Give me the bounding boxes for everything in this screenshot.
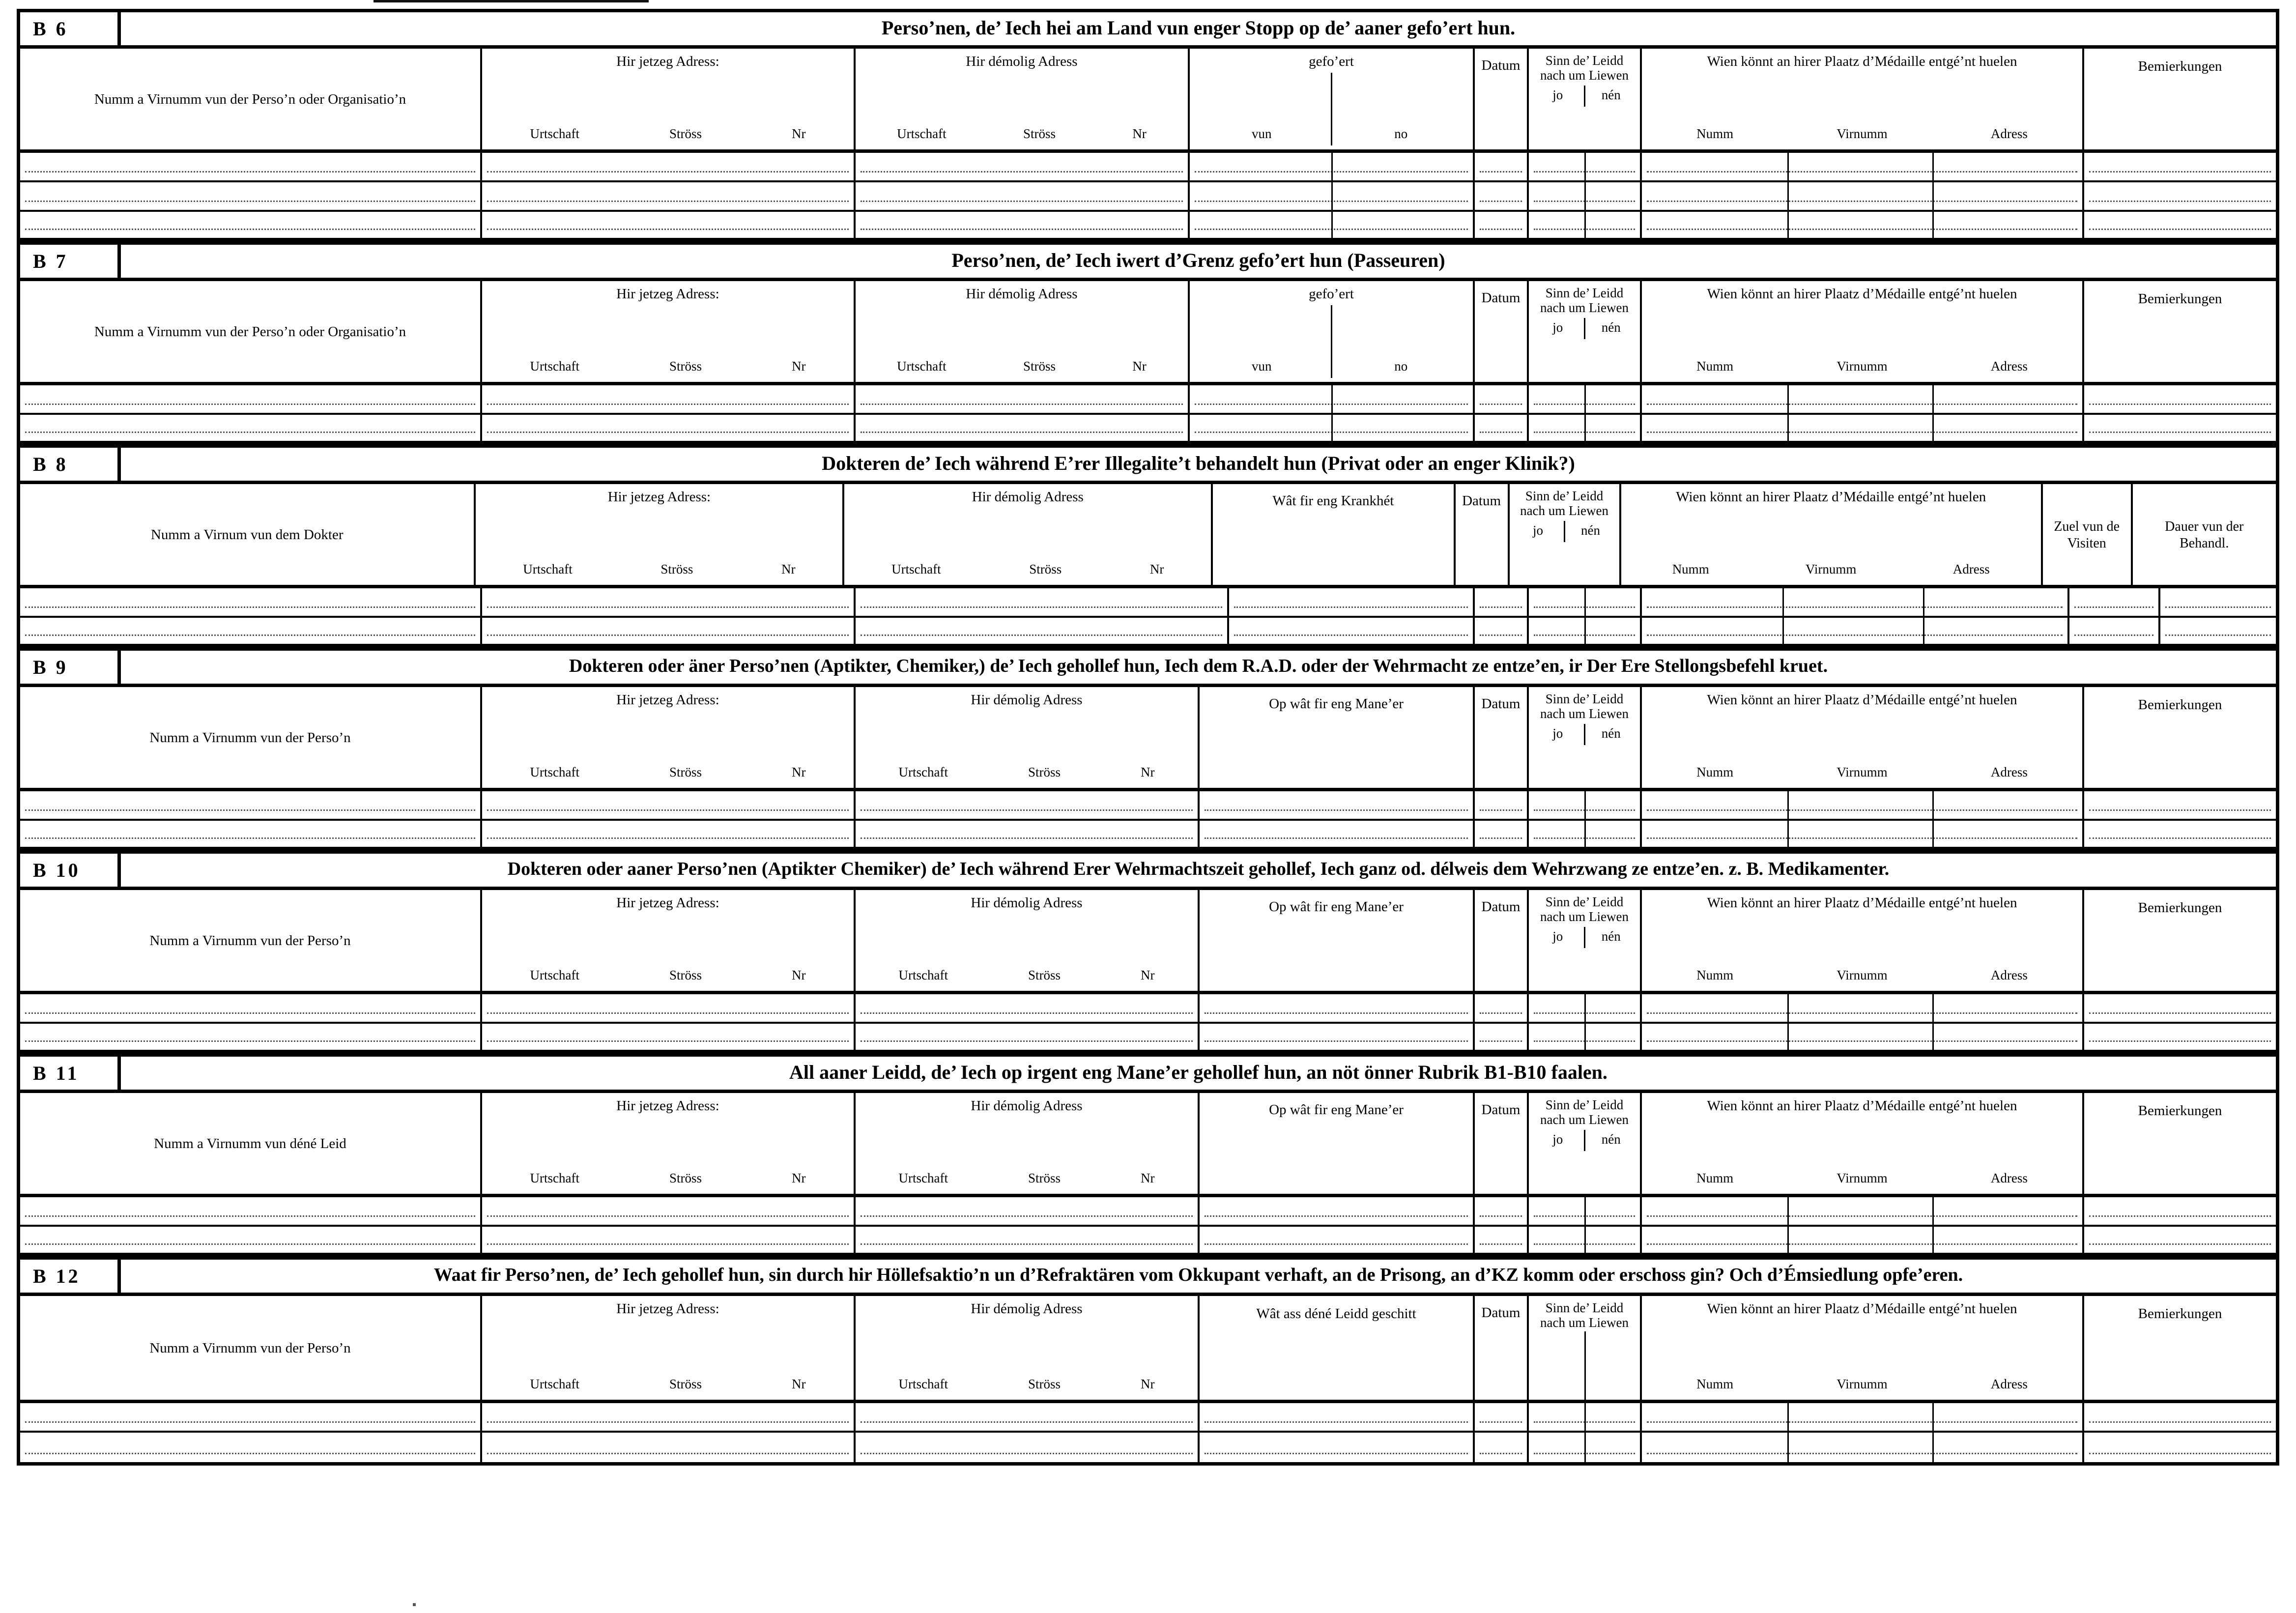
column-header-band xyxy=(20,687,2276,791)
header-name-person-b11: Numm a Virnumm vun déné Leid xyxy=(154,1135,346,1152)
col-current-address xyxy=(482,1296,856,1400)
header-medal-recipient: Wien könnt an hirer Plaatz d’Médaille entgé’nt huelen xyxy=(1707,895,2017,911)
section-heading: All aaner Leidd, de’ Iech op irgent eng Mane’er gehollef hun, an nöt önner Rubrik B1-B10 faalen. xyxy=(789,1061,1607,1083)
header-medal-recipient: Wien könnt an hirer Plaatz d’Médaille entgé’nt huelen xyxy=(1707,286,2017,302)
section-b6 xyxy=(17,9,2279,241)
section-title-row xyxy=(20,245,2276,281)
header-current-address: Hir jetzeg Adress: xyxy=(616,692,719,708)
col-what-happened xyxy=(1200,1296,1475,1400)
header-remarks: Bemierkungen xyxy=(2138,291,2222,307)
table-row[interactable] xyxy=(20,791,2276,821)
table-row[interactable] xyxy=(20,821,2276,850)
col-in-what-way xyxy=(1200,687,1475,788)
header-number: Nr xyxy=(1149,561,1164,576)
header-what-happened: Wât ass déné Leidd geschitt xyxy=(1256,1306,1416,1322)
col-former-address xyxy=(856,49,1190,149)
section-code: B 8 xyxy=(20,448,121,481)
header-adress: Adress xyxy=(1990,126,2028,141)
header-locality: Urtschaft xyxy=(530,1376,579,1391)
table-row[interactable] xyxy=(20,618,2276,647)
header-number: Nr xyxy=(1141,967,1155,982)
header-visits-count: Zuel vun de Visiten xyxy=(2054,518,2120,551)
table-row[interactable] xyxy=(20,212,2276,241)
section-code: B 9 xyxy=(20,651,121,684)
col-remarks xyxy=(2084,49,2276,149)
form-sections xyxy=(17,9,2279,1466)
header-virnumm: Virnumm xyxy=(1806,561,1857,576)
header-numm: Numm xyxy=(1696,1170,1734,1185)
section-code: B 12 xyxy=(20,1260,121,1293)
header-remarks: Bemierkungen xyxy=(2138,1306,2222,1322)
col-medal-recipient xyxy=(1642,281,2084,382)
col-current-address xyxy=(482,49,856,149)
header-number: Nr xyxy=(792,1170,806,1185)
table-row[interactable] xyxy=(20,1024,2276,1053)
col-former-address xyxy=(844,484,1213,585)
column-header-band xyxy=(20,484,2276,588)
header-remarks: Bemierkungen xyxy=(2138,1103,2222,1119)
col-visits-count xyxy=(2043,484,2133,585)
header-medal-recipient: Wien könnt an hirer Plaatz d’Médaille entgé’nt huelen xyxy=(1707,692,2017,708)
header-adress: Adress xyxy=(1990,1376,2028,1391)
header-locality: Urtschaft xyxy=(530,126,579,141)
col-remarks xyxy=(2084,890,2276,991)
header-locality: Urtschaft xyxy=(897,358,947,374)
col-still-alive xyxy=(1529,890,1642,991)
column-divider xyxy=(1584,1331,1586,1400)
col-name-person-org xyxy=(20,281,482,382)
header-adress: Adress xyxy=(1990,1170,2028,1185)
col-former-address xyxy=(856,687,1200,788)
header-date: Datum xyxy=(1481,290,1521,306)
section-heading: Waat fir Perso’nen, de’ Iech gehollef hun, sin durch hir Höllefsaktio’n un d’Refraktären vom Okkupant verhaft, an de Prisong, an d’KZ komm oder erschoss gin? Och d’Émsiedlung opfe’eren. xyxy=(433,1264,1963,1285)
col-remarks xyxy=(2084,1296,2276,1400)
header-no: nén xyxy=(1584,86,1637,107)
header-name-person: Numm a Virnumm vun der Perso’n xyxy=(149,729,351,746)
table-row[interactable] xyxy=(20,588,2276,618)
col-transported xyxy=(1190,281,1475,382)
header-numm: Numm xyxy=(1672,561,1709,576)
section-code: B 10 xyxy=(20,854,121,887)
header-medal-recipient: Wien könnt an hirer Plaatz d’Médaille entgé’nt huelen xyxy=(1676,489,1986,505)
table-row[interactable] xyxy=(20,182,2276,212)
header-street: Ströss xyxy=(660,561,693,576)
section-title-row xyxy=(20,651,2276,687)
header-current-address: Hir jetzeg Adress: xyxy=(616,54,719,69)
col-name-doctor xyxy=(20,484,476,585)
header-street: Ströss xyxy=(1028,764,1061,779)
col-date xyxy=(1475,1093,1529,1194)
col-in-what-way xyxy=(1200,890,1475,991)
header-from: vun xyxy=(1252,358,1272,374)
header-name-person: Numm a Virnumm vun der Perso’n xyxy=(149,932,351,949)
header-number: Nr xyxy=(1141,764,1155,779)
col-illness xyxy=(1213,484,1455,585)
header-street: Ströss xyxy=(1028,967,1061,982)
header-adress: Adress xyxy=(1990,764,2028,779)
header-current-address: Hir jetzeg Adress: xyxy=(616,1301,719,1317)
header-former-address: Hir démolig Adress xyxy=(971,1301,1083,1317)
header-still-alive: Sinn de’ Leidd nach um Liewen xyxy=(1540,691,1629,721)
header-in-what-way: Op wât fir eng Mane’er xyxy=(1269,696,1404,712)
column-header-band xyxy=(20,49,2276,153)
section-b12 xyxy=(17,1256,2279,1466)
col-former-address xyxy=(856,1296,1200,1400)
header-adress: Adress xyxy=(1990,358,2028,374)
header-locality: Urtschaft xyxy=(897,126,947,141)
scan-artifact-line xyxy=(373,0,649,2)
header-yes: jo xyxy=(1552,320,1563,335)
col-current-address xyxy=(482,890,856,991)
header-no: nén xyxy=(1584,1130,1637,1151)
header-adress: Adress xyxy=(1990,967,2028,982)
col-date xyxy=(1475,687,1529,788)
col-still-alive xyxy=(1529,1296,1642,1400)
column-header-band xyxy=(20,1093,2276,1197)
header-still-alive: Sinn de’ Leidd nach um Liewen xyxy=(1540,1097,1629,1127)
header-former-address: Hir démolig Adress xyxy=(971,895,1083,911)
header-transported: gefo’ert xyxy=(1309,286,1354,302)
section-title-row xyxy=(20,12,2276,49)
header-former-address: Hir démolig Adress xyxy=(971,692,1083,708)
header-still-alive: Sinn de’ Leidd nach um Liewen xyxy=(1540,53,1629,83)
header-number: Nr xyxy=(1141,1376,1155,1391)
col-former-address xyxy=(856,890,1200,991)
header-numm: Numm xyxy=(1696,967,1734,982)
header-virnumm: Virnumm xyxy=(1837,764,1888,779)
header-virnumm: Virnumm xyxy=(1837,1170,1888,1185)
section-code: B 7 xyxy=(20,245,121,278)
table-row[interactable] xyxy=(20,415,2276,444)
col-medal-recipient xyxy=(1642,890,2084,991)
header-number: Nr xyxy=(792,1376,806,1391)
col-remarks xyxy=(2084,1093,2276,1194)
header-medal-recipient: Wien könnt an hirer Plaatz d’Médaille entgé’nt huelen xyxy=(1707,54,2017,69)
col-medal-recipient xyxy=(1621,484,2043,585)
section-title-row xyxy=(20,854,2276,890)
header-yes: jo xyxy=(1552,929,1563,944)
header-name-person-org: Numm a Virnumm vun der Perso’n oder Organisatio’n xyxy=(94,323,406,340)
section-b9 xyxy=(17,647,2279,850)
header-medal-recipient: Wien könnt an hirer Plaatz d’Médaille entgé’nt huelen xyxy=(1707,1098,2017,1114)
header-no: nén xyxy=(1584,927,1637,948)
col-still-alive xyxy=(1529,49,1642,149)
col-medal-recipient xyxy=(1642,1296,2084,1400)
table-row[interactable] xyxy=(20,1433,2276,1462)
col-date xyxy=(1475,281,1529,382)
header-current-address: Hir jetzeg Adress: xyxy=(616,1098,719,1114)
header-virnumm: Virnumm xyxy=(1837,967,1888,982)
header-current-address: Hir jetzeg Adress: xyxy=(616,286,719,302)
col-transported xyxy=(1190,49,1475,149)
header-former-address: Hir démolig Adress xyxy=(971,1098,1083,1114)
col-in-what-way xyxy=(1200,1093,1475,1194)
section-code: B 6 xyxy=(20,12,121,45)
header-date: Datum xyxy=(1481,1102,1521,1118)
header-former-address: Hir démolig Adress xyxy=(966,286,1078,302)
header-current-address: Hir jetzeg Adress: xyxy=(607,489,711,505)
header-numm: Numm xyxy=(1696,358,1734,374)
col-treatment-duration xyxy=(2133,484,2276,585)
header-yes: jo xyxy=(1552,1132,1563,1147)
col-medal-recipient xyxy=(1642,687,2084,788)
header-locality: Urtschaft xyxy=(891,561,941,576)
header-street: Ströss xyxy=(1023,358,1056,374)
col-date xyxy=(1475,1296,1529,1400)
col-former-address xyxy=(856,281,1190,382)
scan-artifact-speck xyxy=(413,1603,416,1606)
header-number: Nr xyxy=(792,764,806,779)
section-b10 xyxy=(17,850,2279,1053)
column-header-band xyxy=(20,281,2276,385)
header-yes: jo xyxy=(1533,523,1544,538)
header-still-alive: Sinn de’ Leidd nach um Liewen xyxy=(1540,286,1629,315)
section-b7 xyxy=(17,241,2279,444)
col-still-alive xyxy=(1510,484,1621,585)
col-still-alive xyxy=(1529,687,1642,788)
header-locality: Urtschaft xyxy=(530,764,579,779)
header-date: Datum xyxy=(1462,493,1501,509)
header-name-doctor: Numm a Virnum vun dem Dokter xyxy=(150,526,344,543)
header-locality: Urtschaft xyxy=(530,358,579,374)
header-treatment-duration: Dauer vun der Behandl. xyxy=(2165,518,2244,551)
section-heading: Dokteren oder äner Perso’nen (Aptikter, Chemiker,) de’ Iech gehollef hun, Iech dem R.A.D. oder der Wehrmacht ze entze’en, ir Der Ere Stellongsbefehl kruet. xyxy=(569,655,1828,676)
header-transported: gefo’ert xyxy=(1309,54,1354,69)
header-number: Nr xyxy=(781,561,796,576)
col-current-address xyxy=(482,1093,856,1194)
header-adress: Adress xyxy=(1952,561,1990,576)
section-code: B 11 xyxy=(20,1057,121,1090)
header-in-what-way: Op wât fir eng Mane’er xyxy=(1269,1102,1404,1118)
header-medal-recipient: Wien könnt an hirer Plaatz d’Médaille entgé’nt huelen xyxy=(1707,1301,2017,1317)
section-heading: Perso’nen, de’ Iech hei am Land vun enger Stopp op de’ aaner gefo’ert hun. xyxy=(881,16,1516,39)
col-still-alive xyxy=(1529,281,1642,382)
header-street: Ströss xyxy=(669,764,702,779)
section-title-row xyxy=(20,1057,2276,1093)
header-from: vun xyxy=(1252,126,1272,141)
section-heading: Dokteren de’ Iech während E’rer Illegalite’t behandelt hun (Privat oder an enger Klinik?) xyxy=(822,452,1575,474)
header-former-address: Hir démolig Adress xyxy=(966,54,1078,69)
header-numm: Numm xyxy=(1696,126,1734,141)
header-date: Datum xyxy=(1481,1305,1521,1321)
header-no: nén xyxy=(1584,724,1637,745)
header-virnumm: Virnumm xyxy=(1837,1376,1888,1391)
header-former-address: Hir démolig Adress xyxy=(972,489,1084,505)
header-street: Ströss xyxy=(669,1376,702,1391)
col-date xyxy=(1456,484,1510,585)
col-remarks xyxy=(2084,687,2276,788)
header-name-person: Numm a Virnumm vun der Perso’n xyxy=(149,1340,351,1356)
table-row[interactable] xyxy=(20,1227,2276,1256)
header-street: Ströss xyxy=(669,967,702,982)
section-b11 xyxy=(17,1053,2279,1256)
col-current-address xyxy=(482,281,856,382)
col-medal-recipient xyxy=(1642,1093,2084,1194)
section-title-row xyxy=(20,448,2276,484)
header-name-person-org: Numm a Virnumm vun der Perso’n oder Organisatio’n xyxy=(94,91,406,107)
col-name-person xyxy=(20,687,482,788)
header-to: no xyxy=(1331,305,1470,378)
table-row[interactable] xyxy=(20,153,2276,182)
header-number: Nr xyxy=(1132,358,1147,374)
header-no: nén xyxy=(1584,318,1637,339)
header-number: Nr xyxy=(1132,126,1147,141)
col-still-alive xyxy=(1529,1093,1642,1194)
column-header-band xyxy=(20,890,2276,994)
col-current-address xyxy=(482,687,856,788)
header-street: Ströss xyxy=(669,1170,702,1185)
header-locality: Urtschaft xyxy=(898,1376,948,1391)
header-still-alive: Sinn de’ Leidd nach um Liewen xyxy=(1520,489,1609,518)
header-locality: Urtschaft xyxy=(530,1170,579,1185)
header-no: nén xyxy=(1564,521,1616,542)
header-still-alive: Sinn de’ Leidd nach um Liewen xyxy=(1540,1300,1629,1330)
col-remarks xyxy=(2084,281,2276,382)
col-current-address xyxy=(476,484,844,585)
header-locality: Urtschaft xyxy=(898,1170,948,1185)
header-numm: Numm xyxy=(1696,1376,1734,1391)
col-name-person xyxy=(20,1296,482,1400)
header-locality: Urtschaft xyxy=(898,764,948,779)
header-still-alive: Sinn de’ Leidd nach um Liewen xyxy=(1540,894,1629,924)
header-street: Ströss xyxy=(1029,561,1062,576)
header-date: Datum xyxy=(1481,899,1521,915)
header-date: Datum xyxy=(1481,696,1521,712)
col-name-person xyxy=(20,890,482,991)
header-street: Ströss xyxy=(669,358,702,374)
header-yes: jo xyxy=(1552,87,1563,103)
header-virnumm: Virnumm xyxy=(1837,358,1888,374)
header-current-address: Hir jetzeg Adress: xyxy=(616,895,719,911)
header-locality: Urtschaft xyxy=(530,967,579,982)
section-title-row xyxy=(20,1260,2276,1296)
header-number: Nr xyxy=(792,126,806,141)
col-medal-recipient xyxy=(1642,49,2084,149)
header-remarks: Bemierkungen xyxy=(2138,697,2222,713)
section-b8 xyxy=(17,444,2279,647)
col-name-person-b11 xyxy=(20,1093,482,1194)
header-street: Ströss xyxy=(1028,1376,1061,1391)
column-header-band xyxy=(20,1296,2276,1403)
header-remarks: Bemierkungen xyxy=(2138,58,2222,74)
header-locality: Urtschaft xyxy=(523,561,573,576)
section-heading: Dokteren oder aaner Perso’nen (Aptikter Chemiker) de’ Iech während Erer Wehrmachtszeit gehollef, Iech ganz od. délweis dem Wehrzwang ze entze’en. z. B. Medikamenter. xyxy=(507,858,1890,879)
header-date: Datum xyxy=(1481,58,1521,73)
col-name-person-org xyxy=(20,49,482,149)
header-number: Nr xyxy=(1141,1170,1155,1185)
table-row[interactable] xyxy=(20,1403,2276,1433)
col-former-address xyxy=(856,1093,1200,1194)
table-row[interactable] xyxy=(20,1197,2276,1227)
header-remarks: Bemierkungen xyxy=(2138,900,2222,916)
header-street: Ströss xyxy=(1028,1170,1061,1185)
header-number: Nr xyxy=(792,967,806,982)
header-street: Ströss xyxy=(669,126,702,141)
header-street: Ströss xyxy=(1023,126,1056,141)
header-to: no xyxy=(1331,73,1470,145)
header-illness: Wât fir eng Krankhét xyxy=(1272,493,1394,509)
header-number: Nr xyxy=(792,358,806,374)
header-in-what-way: Op wât fir eng Mane’er xyxy=(1269,899,1404,915)
col-date xyxy=(1475,890,1529,991)
table-row[interactable] xyxy=(20,385,2276,415)
header-virnumm: Virnumm xyxy=(1837,126,1888,141)
section-heading: Perso’nen, de’ Iech iwert d’Grenz gefo’ert hun (Passeuren) xyxy=(951,249,1445,271)
header-yes: jo xyxy=(1552,726,1563,741)
table-row[interactable] xyxy=(20,994,2276,1024)
header-numm: Numm xyxy=(1696,764,1734,779)
header-locality: Urtschaft xyxy=(898,967,948,982)
col-date xyxy=(1475,49,1529,149)
